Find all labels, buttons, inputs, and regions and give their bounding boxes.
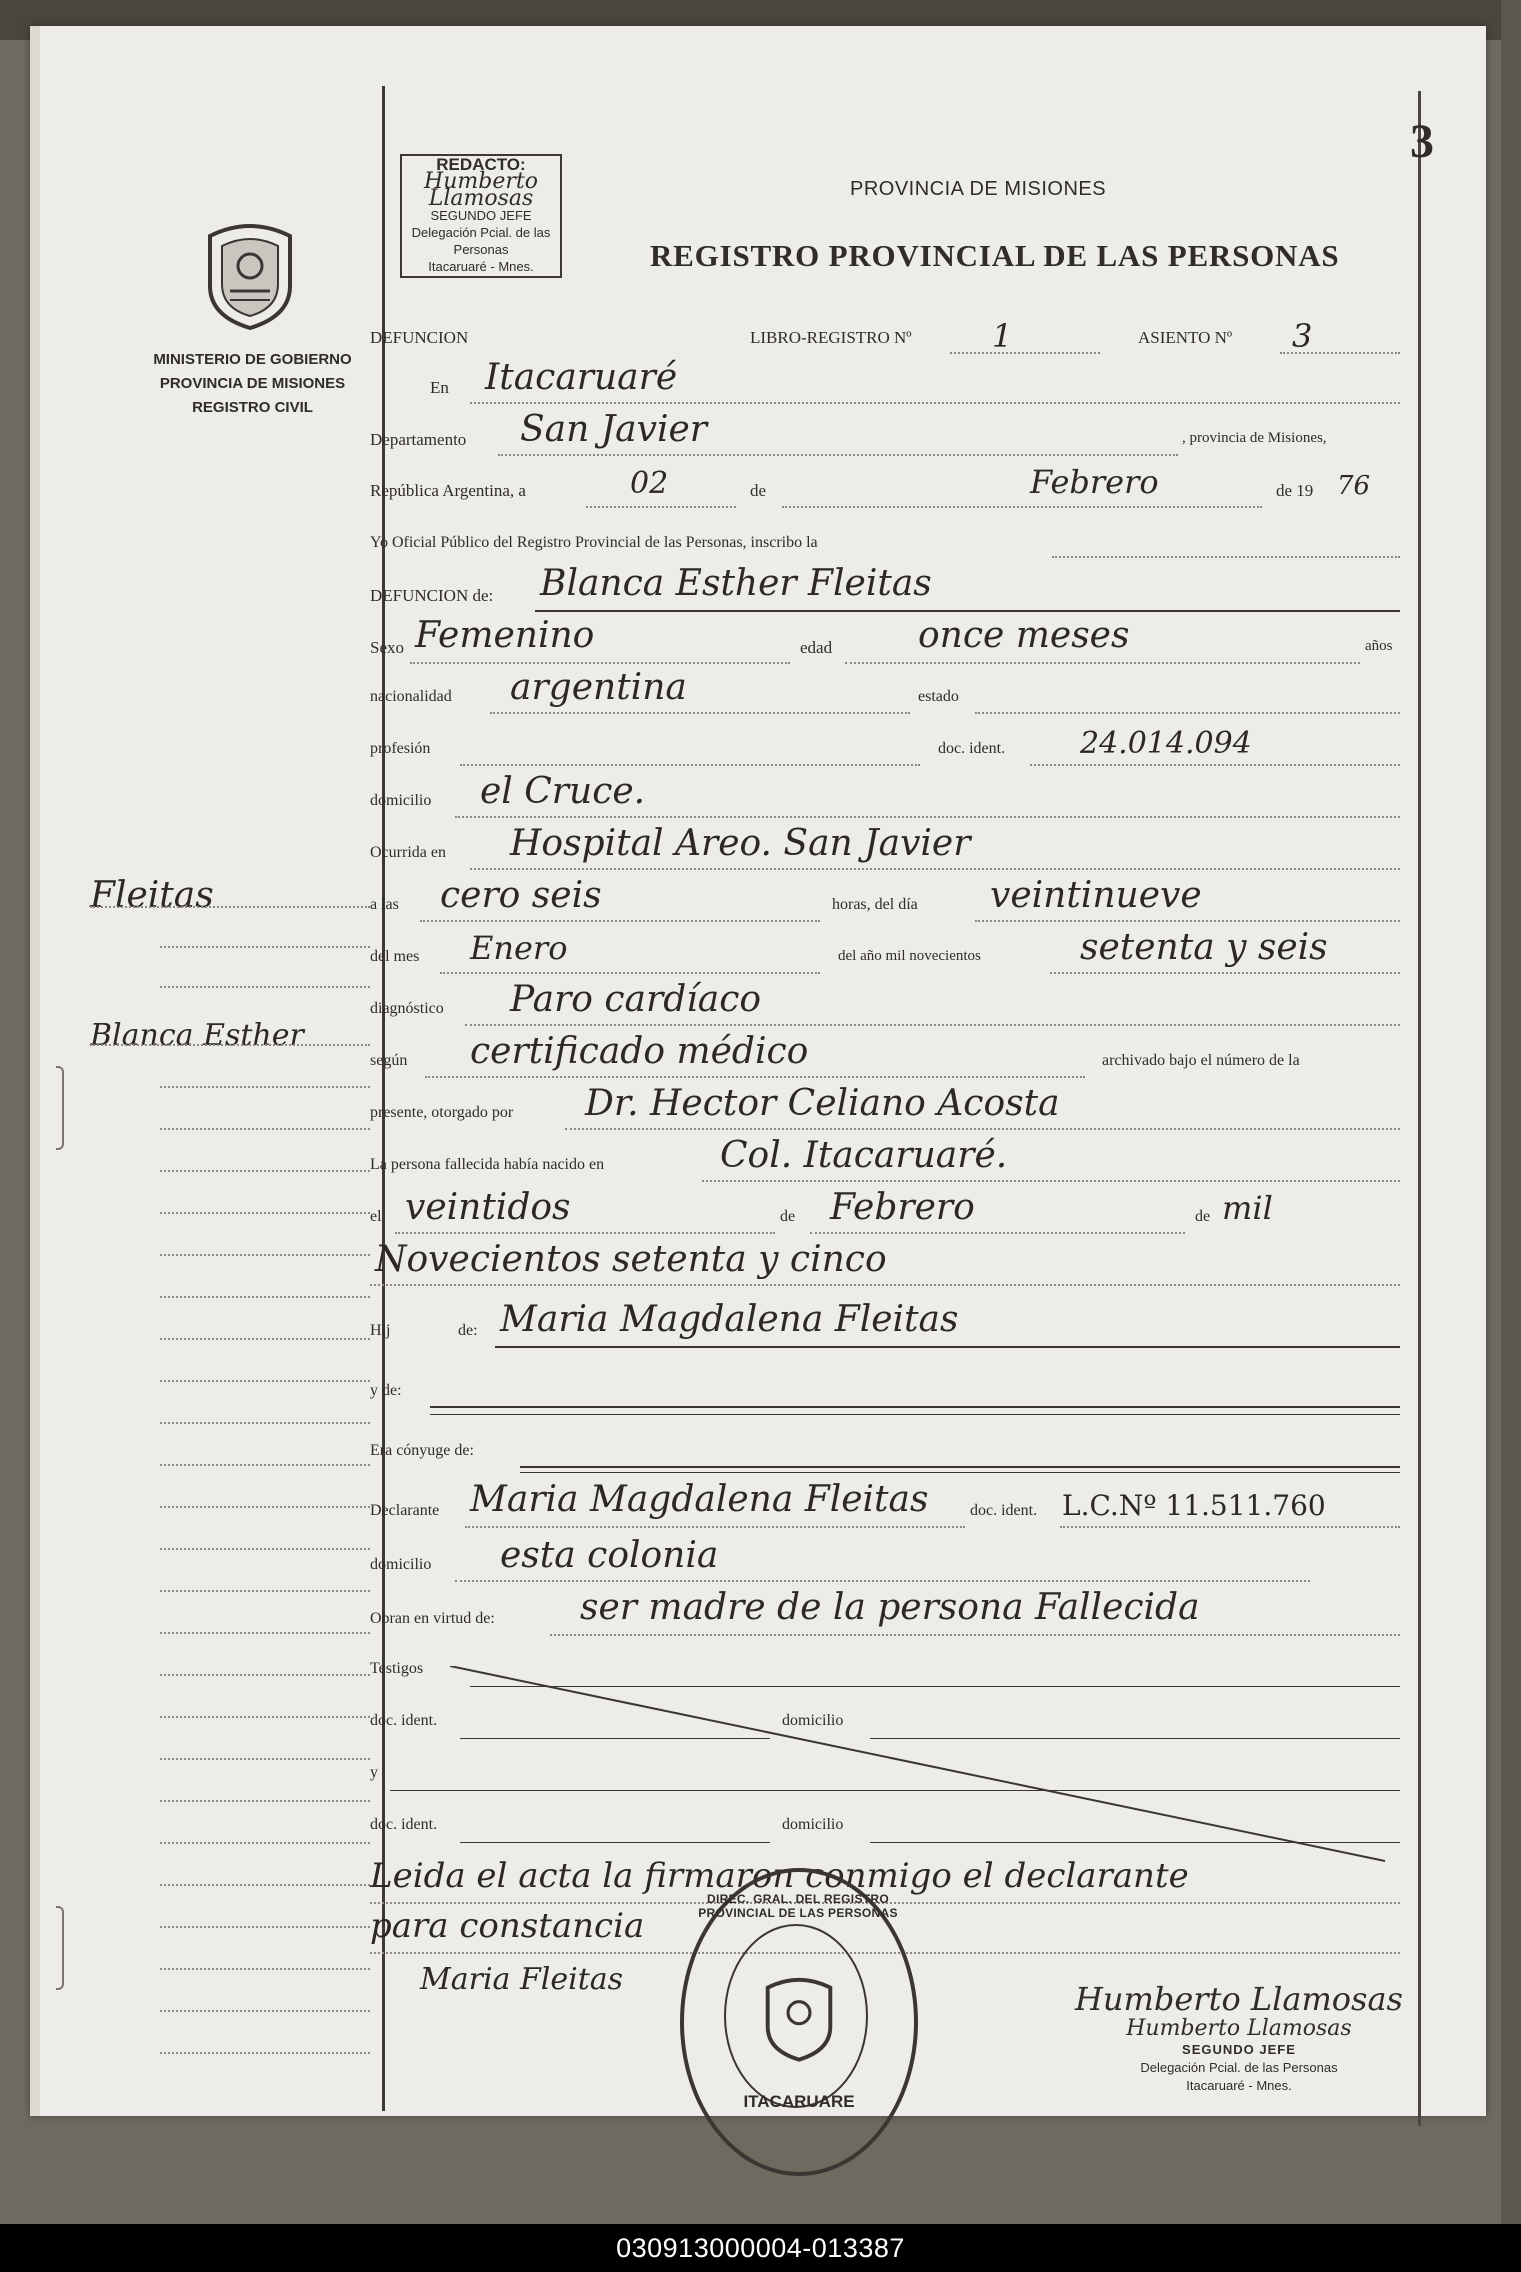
coat-of-arms-emblem: [200, 216, 300, 331]
a-las-value: cero seis: [440, 875, 602, 916]
sexo-label: Sexo: [370, 638, 404, 657]
en-label: En: [430, 378, 449, 397]
closing-line2: para constancia: [370, 1906, 645, 1946]
decl-doc-label: doc. ident.: [970, 1502, 1038, 1519]
official-title: SEGUNDO JEFE: [1182, 2042, 1296, 2057]
doc-ident-label: doc. ident.: [938, 740, 1006, 757]
redacto-stamp: [400, 154, 562, 278]
official-name: Humberto Llamosas: [1126, 2016, 1352, 2041]
declarant-signature: Maria Fleitas: [420, 1962, 624, 1997]
page-edge: [30, 26, 40, 2116]
libro-value: 1: [992, 317, 1013, 355]
hij-de-label: de:: [458, 1322, 478, 1339]
stamp-title: REDACTO:: [436, 155, 526, 174]
official-signature: Humberto Llamosas: [1075, 1980, 1403, 2018]
margin-surname: Fleitas: [90, 875, 214, 916]
right-border-line: [1418, 91, 1421, 2126]
ocurrida-label: Ocurrida en: [370, 844, 446, 861]
asiento-label: ASIENTO Nº: [1138, 328, 1233, 347]
declarante-label: Declarante: [370, 1502, 440, 1519]
anio-prefix: de 19: [1276, 481, 1314, 500]
el-label: el: [370, 1208, 382, 1225]
conyuge-label: Era cónyuge de:: [370, 1442, 474, 1459]
anio-value: 76: [1337, 471, 1371, 501]
ministry-line1: MINISTERIO DE GOBIERNO: [153, 351, 352, 368]
official-seal: [680, 1868, 918, 2176]
a-las-label: a las: [370, 896, 399, 913]
en-value: Itacaruaré: [485, 357, 678, 398]
stamp-line1: SEGUNDO JEFE: [430, 208, 532, 223]
decl-doc-value: L.C.Nº 11.511.760: [1062, 1489, 1326, 1522]
de-mil-label: de: [1195, 1208, 1211, 1225]
ministry-line2: PROVINCIA DE MISIONES: [159, 375, 346, 392]
decl-domicilio-value: esta colonia: [500, 1535, 719, 1576]
del-mes-label: del mes: [370, 948, 420, 965]
domicilio-label: domicilio: [370, 792, 432, 809]
dia-value: 02: [630, 466, 669, 501]
del-anio-label: del año mil novecientos: [838, 948, 981, 964]
diagnostico-value: Paro cardíaco: [510, 979, 762, 1020]
mes-value: Febrero: [1030, 463, 1159, 501]
t2-doc-label: doc. ident.: [370, 1816, 438, 1833]
stamp-signature: Humberto Llamosas: [424, 169, 538, 211]
libro-label: LIBRO-REGISTRO Nº: [750, 328, 912, 347]
sexo-value: Femenino: [415, 615, 595, 656]
defuncion-de-value: Blanca Esther Fleitas: [540, 563, 932, 604]
archivado-text: archivado bajo el número de la: [1102, 1052, 1300, 1069]
ministry-header: [120, 348, 385, 420]
domicilio-value: el Cruce.: [480, 771, 646, 812]
del-anio-value: setenta y seis: [1080, 927, 1328, 968]
segun-value: certificado médico: [470, 1031, 809, 1072]
nacido-label: La persona fallecida había nacido en: [370, 1156, 605, 1173]
declarante-value: Maria Magdalena Fleitas: [470, 1479, 929, 1520]
defuncion-de-label: DEFUNCION de:: [370, 586, 494, 605]
republica-label: República Argentina, a: [370, 481, 526, 500]
departamento-label: Departamento: [370, 430, 467, 449]
edad-value: once meses: [918, 615, 1130, 656]
ocurrida-value: Hospital Areo. San Javier: [510, 823, 971, 864]
official-office: Delegación Pcial. de las Personas: [1140, 2060, 1338, 2075]
de2-value: Febrero: [830, 1187, 975, 1228]
doc-ident-value: 24.014.094: [1080, 726, 1252, 761]
stamp-line3: Itacaruaré - Mnes.: [428, 259, 534, 274]
de2-label: de: [780, 1208, 796, 1225]
footer-document-id: 030913000004-013387: [0, 2224, 1521, 2272]
diagnostico-label: diagnóstico: [370, 1000, 444, 1017]
profesion-label: profesión: [370, 740, 431, 757]
nacido-value: Col. Itacaruaré.: [720, 1135, 1008, 1176]
nacionalidad-value: argentina: [510, 667, 687, 708]
binding-stitch: [56, 1066, 64, 1150]
obran-label: Obran en virtud de:: [370, 1610, 495, 1627]
nacionalidad-label: nacionalidad: [370, 688, 452, 705]
mil-value: mil: [1222, 1189, 1273, 1227]
asiento-value: 3: [1292, 317, 1313, 355]
t-doc-label: doc. ident.: [370, 1712, 438, 1729]
estado-label: estado: [918, 688, 959, 705]
closing-line1: Leida el acta la firmaron conmigo el declarante: [370, 1856, 1189, 1896]
stamp-line2: Delegación Pcial. de las Personas: [411, 225, 551, 257]
seal-emblem-icon: [759, 1972, 839, 2062]
defuncion-label: DEFUNCION: [370, 328, 469, 347]
hij-label: Hij: [370, 1322, 391, 1339]
departamento-value: San Javier: [520, 409, 708, 450]
seal-place: ITACARUARE: [743, 2092, 855, 2111]
provincia-suffix: , provincia de Misiones,: [1182, 430, 1327, 446]
horas-label: horas, del día: [832, 896, 918, 913]
official-place: Itacaruaré - Mnes.: [1186, 2078, 1292, 2093]
presente-label: presente, otorgado por: [370, 1104, 514, 1121]
del-mes-value: Enero: [470, 929, 568, 967]
margin-given-names: Blanca Esther: [90, 1018, 304, 1053]
decl-domicilio-label: domicilio: [370, 1556, 432, 1573]
t-domicilio-label: domicilio: [782, 1712, 844, 1729]
obran-value: ser madre de la persona Fallecida: [580, 1587, 1200, 1628]
official-signature-block: [1075, 1981, 1403, 2095]
anios-label: años: [1365, 638, 1393, 654]
dia-texto-value: veintinueve: [990, 875, 1202, 916]
y-label: y: [370, 1764, 378, 1781]
registry-title: REGISTRO PROVINCIAL DE LAS PERSONAS: [650, 238, 1340, 273]
province-header: PROVINCIA DE MISIONES: [850, 178, 1107, 200]
background-right: [1501, 0, 1521, 2230]
novecientos-value: Novecientos setenta y cinco: [375, 1239, 887, 1280]
y-de-label: y de:: [370, 1382, 402, 1399]
page-number: 3: [1410, 115, 1434, 168]
seal-text: DIREC. GRAL. DEL REGISTRO PROVINCIAL DE LAS PERSONAS: [698, 1892, 898, 1920]
segun-label: según: [370, 1052, 408, 1069]
binding-stitch: [56, 1906, 64, 1990]
el-value: veintidos: [405, 1187, 571, 1228]
document-page: [30, 26, 1486, 2116]
oficial-text: Yo Oficial Público del Registro Provincial de las Personas, inscribo la: [370, 534, 818, 551]
edad-label: edad: [800, 638, 833, 657]
hij-value: Maria Magdalena Fleitas: [500, 1299, 959, 1340]
presente-value: Dr. Hector Celiano Acosta: [585, 1083, 1060, 1124]
testigos-label: Testigos: [370, 1660, 424, 1677]
de-label: de: [750, 481, 767, 500]
ministry-line3: REGISTRO CIVIL: [192, 399, 313, 416]
t2-domicilio-label: domicilio: [782, 1816, 844, 1833]
testigos-strike-line: [450, 1666, 1390, 1866]
